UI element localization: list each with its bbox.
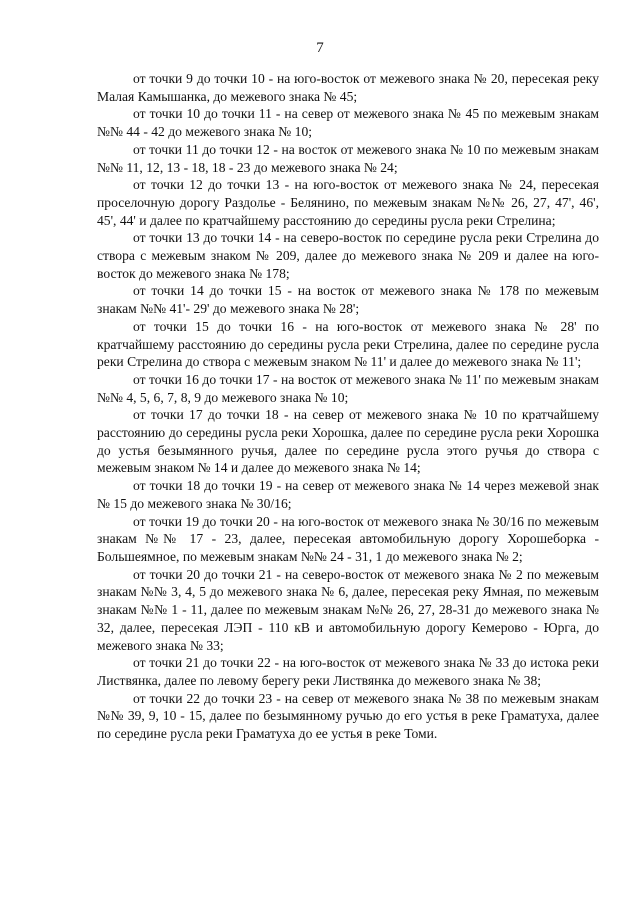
paragraph-segment-12-13: от точки 12 до точки 13 - на юго-восток от межевого знака № 24, пересекая проселочную дорогу Раздолье - Белянино, по межевым знакам №№ 26, 27, 47', 46', 45', 44' и далее по кратчайшему расстоянию до середины русла реки Стрелина; [97, 177, 599, 228]
paragraph-segment-17-18: от точки 17 до точки 18 - на север от межевого знака № 10 по кратчайшему расстоянию до середины русла реки Хорошка, далее по середине русла реки Хорошка до устья безымянного ручья, далее по середине русла этого ручья до створа с межевым знаком № 14 и далее до межевого знака № 14; [97, 407, 599, 476]
paragraph-segment-22-23: от точки 22 до точки 23 - на север от межевого знака № 38 по межевым знакам №№ 39, 9, 10 - 15, далее по безымянному ручью до его устья в реке Граматуха, далее по середине русла реки Граматуха до ее устья в реке Томи. [97, 690, 599, 742]
paragraph-segment-11-12: от точки 11 до точки 12 - на восток от межевого знака № 10 по межевым знакам №№ 11, 12, 13 - 18, 18 - 23 до межевого знака № 24; [97, 141, 599, 175]
paragraph-segment-14-15: от точки 14 до точки 15 - на восток от межевого знака № 178 по межевым знакам №№ 41'- 29' до межевого знака № 28'; [97, 283, 599, 317]
paragraph-segment-18-19: от точки 18 до точки 19 - на север от межевого знака № 14 через межевой знак № 15 до межевого знака № 30/16; [97, 478, 599, 511]
paragraph-segment-13-14: от точки 13 до точки 14 - на северо-восток по середине русла реки Стрелина до створа с межевым знаком № 209, далее до межевого знака № 209 и далее на юго-восток до межевого знака № 178; [97, 230, 599, 281]
paragraph-segment-15-16: от точки 15 до точки 16 - на юго-восток от межевого знака № 28' по кратчайшему расстоянию до середины русла реки Стрелина, далее по середине русла реки Стрелина до створа с межевым знаком № 11' и далее до межевого знака № 11'; [97, 318, 599, 370]
page-number: 7 [316, 40, 324, 56]
paragraph-segment-9-10: от точки 9 до точки 10 - на юго-восток от межевого знака № 20, пересекая реку Малая Камышанка, до межевого знака № 45; [97, 71, 599, 104]
paragraph-segment-21-22: от точки 21 до точки 22 - на юго-восток от межевого знака № 33 до истока реки Листвянка, далее по левому берегу реки Листвянка до межевого знака № 38; [97, 655, 599, 688]
document-body [97, 70, 599, 743]
paragraph-segment-10-11: от точки 10 до точки 11 - на север от межевого знака № 45 по межевым знакам №№ 44 - 42 до межевого знака № 10; [97, 106, 599, 140]
paragraph-segment-20-21: от точки 20 до точки 21 - на северо-восток от межевого знака № 2 по межевым знакам №№ 3, 4, 5 до межевого знака № 6, далее, пересекая реку Ямная, по межевым знакам №№ 1 - 11, далее по межевым знакам №№ 26, 27, 28-31 до межевого знака № 32, далее, пересекая ЛЭП - 110 кВ и автомобильную дорогу Кемерово - Юрга, до межевого знака № 33; [97, 566, 599, 653]
paragraph-segment-19-20: от точки 19 до точки 20 - на юго-восток от межевого знака № 30/16 по межевым знакам №№ 17 - 23, далее, пересекая автомобильную дорогу Хорошеборка - Большеямное, по межевым знакам №№ 24 - 31, 1 до межевого знака № 2; [97, 513, 599, 564]
paragraph-segment-16-17: от точки 16 до точки 17 - на восток от межевого знака № 11' по межевым знакам №№ 4, 5, 6, 7, 8, 9 до межевого знака № 10; [97, 371, 599, 405]
